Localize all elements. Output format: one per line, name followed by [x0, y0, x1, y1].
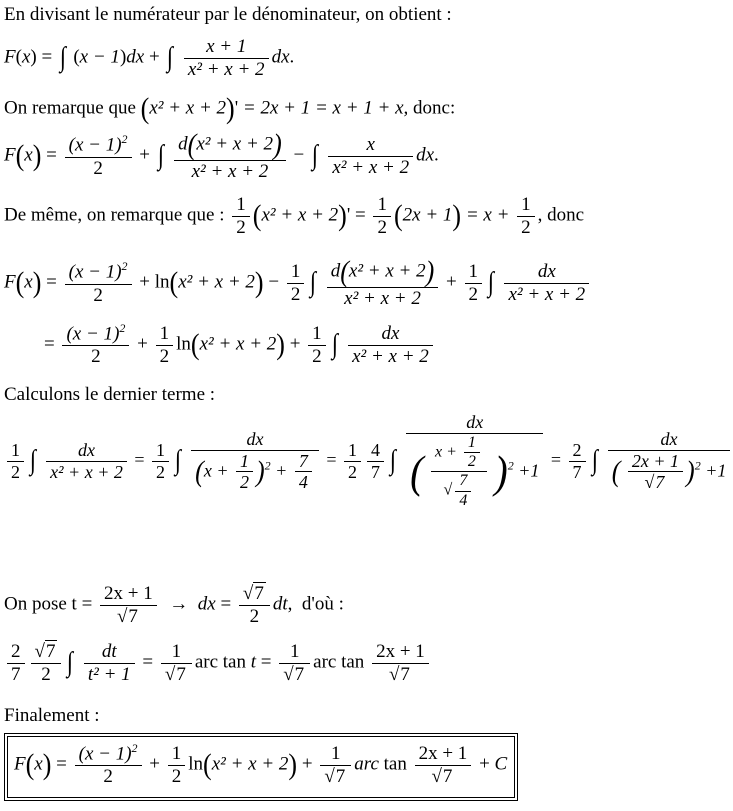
equation-split-2: F(x) = $\frac{(x - 1)^2}{2}$ + ln(x² + x + 2) − $\frac{1}{2}$ ∫ $\frac{\text{d(x² + x + 2)}}{\text{x² + x + 2}}$ + $\frac{1}{2}$ ∫ $\frac{dx}{\text{x² + x + 2}}$ [4, 257, 592, 310]
substitution-line: On pose t = $\frac{2x + 1}{√7}$ → dx = $\frac{√7}{2}$ dt, d'où : [4, 583, 344, 627]
fraction: $\frac{x}{\text{x² + x + 2}}$ [328, 134, 413, 179]
fraction: dx ( x + $\frac{1}{2}$ √ $\frac{7}{4}$ )$^2$ +1 [406, 412, 543, 510]
fraction: $\frac{1}{2}$ [156, 323, 174, 368]
fraction: $\frac{(x - 1)^2}{2}$ [65, 260, 132, 306]
fraction: $\frac{2}{7}$ [569, 440, 586, 482]
fraction: $\frac{dt}{\text{t² + 1}}$ [84, 641, 135, 686]
fraction: $\frac{1}{2}$ [373, 194, 391, 239]
equation-last-term: $\frac{1}{2}$ ∫ $\frac{dx}{\text{x² + x + 2}}$ = $\frac{1}{2}$ ∫ dx (x + $\frac{1}{2}$ )$^2$ + $\frac{7}{4}$ = $\frac{1}{2}$ $\frac{4}{7}$ ∫ dx ( x + $\frac{1}{2}$ √ $\frac{7}{4}$ )$^2$ +1 = $\frac{2}{7}$ ∫ dx ( $\frac{2x + 1}{√7}$ )$^2$ +1 [4, 412, 733, 510]
fraction: $\frac{√7}{2}$ [239, 583, 270, 628]
fraction: dx (x + $\frac{1}{2}$ )$^2$ + $\frac{7}{4}$ [191, 429, 319, 493]
fraction: $\frac{1}{√7}$ [320, 743, 351, 788]
fraction: $\frac{1}{2}$ [168, 743, 186, 788]
intro-text [4, 4, 452, 26]
fraction: $\frac{1}{2}$ [232, 194, 250, 239]
fraction: $\frac{1}{2}$ [152, 440, 169, 482]
fraction: $\frac{1}{2}$ [344, 440, 361, 482]
derivative-remark: On remarque que (x² + x + 2)' = 2x + 1 = x + 1 + x, donc: [4, 91, 456, 126]
equation-split-3: = $\frac{(x - 1)^2}{2}$ + $\frac{1}{2}$ ln(x² + x + 2) + $\frac{1}{2}$ ∫ $\frac{dx}{\text{x² + x + 2}}$ [44, 322, 436, 368]
equation-division: F(x) = ∫ (x − 1)dx + ∫ $\frac{x + 1}{\text{x² + x + 2}}$ dx. [4, 36, 295, 80]
fraction: $\frac{2x + 1}{√7}$ [415, 743, 472, 788]
fraction: $\frac{(x - 1)^2}{2}$ [75, 742, 142, 788]
fraction: $\frac{√7}{2}$ [31, 641, 62, 686]
fraction: $\frac{1}{2}$ [517, 194, 535, 239]
final-result: F(x) = $\frac{(x - 1)^2}{2}$ + $\frac{1}{2}$ ln(x² + x + 2) + $\frac{1}{√7}$ arc tan $\frac{2x + 1}{√7}$ + C [14, 741, 508, 788]
fraction: $\frac{(x - 1)^2}{2}$ [65, 133, 132, 179]
fraction: $\frac{1}{2}$ [7, 440, 24, 482]
fraction: dx ( $\frac{2x + 1}{√7}$ )$^2$ +1 [608, 429, 731, 493]
finally-text: Finalement : [4, 705, 100, 726]
last-term-text: Calculons le dernier terme : [4, 384, 216, 405]
fraction: $\frac{1}{2}$ [465, 261, 483, 306]
fraction: $\frac{\text{d(x² + x + 2)}}{\text{x² + x + 2}}$ [327, 257, 439, 310]
fraction: $\frac{dx}{\text{x² + x + 2}}$ [46, 440, 127, 482]
intro-text-label: En divisant le numérateur par le dénominateur, on obtient : [4, 4, 452, 25]
fraction: $\frac{2x + 1}{√7}$ [100, 583, 157, 628]
fraction: $\frac{\text{d(x² + x + 2)}}{\text{x² + x + 2}}$ [174, 130, 286, 183]
fraction: $\frac{1}{√7}$ [279, 641, 310, 686]
fraction: $\frac{(x - 1)^2}{2}$ [62, 322, 129, 368]
fraction: $\frac{1}{√7}$ [161, 641, 192, 686]
fraction: $\frac{dx}{\text{x² + x + 2}}$ [348, 323, 433, 368]
fraction: $\frac{4}{7}$ [367, 440, 384, 482]
fraction: $\frac{2}{7}$ [7, 641, 25, 686]
arctan-result: $\frac{2}{7}$ $\frac{√7}{2}$ ∫ $\frac{dt}{\text{t² + 1}}$ = $\frac{1}{√7}$ arc tan t = $\frac{1}{√7}$ arc tan $\frac{2x + 1}{√7}$ [4, 641, 432, 686]
fraction: $\frac{1}{2}$ [308, 323, 326, 368]
fraction: $\frac{x + 1}{\text{x² + x + 2}}$ [184, 36, 269, 81]
equation-split-1: F(x) = $\frac{(x - 1)^2}{2}$ + ∫ $\frac{\text{d(x² + x + 2)}}{\text{x² + x + 2}}$ − ∫ $\frac{x}{\text{x² + x + 2}}$ dx. [4, 127, 439, 182]
half-derivative-remark: De même, on remarque que : $\frac{1}{2}$ (x² + x + 2)' = $\frac{1}{2}$ (2x + 1) = x + $\frac{1}{2}$ , donc [4, 194, 585, 238]
fraction: $\frac{1}{2}$ [287, 261, 305, 306]
fraction: $\frac{2x + 1}{√7}$ [372, 641, 429, 686]
fraction: $\frac{dx}{\text{x² + x + 2}}$ [504, 261, 589, 306]
